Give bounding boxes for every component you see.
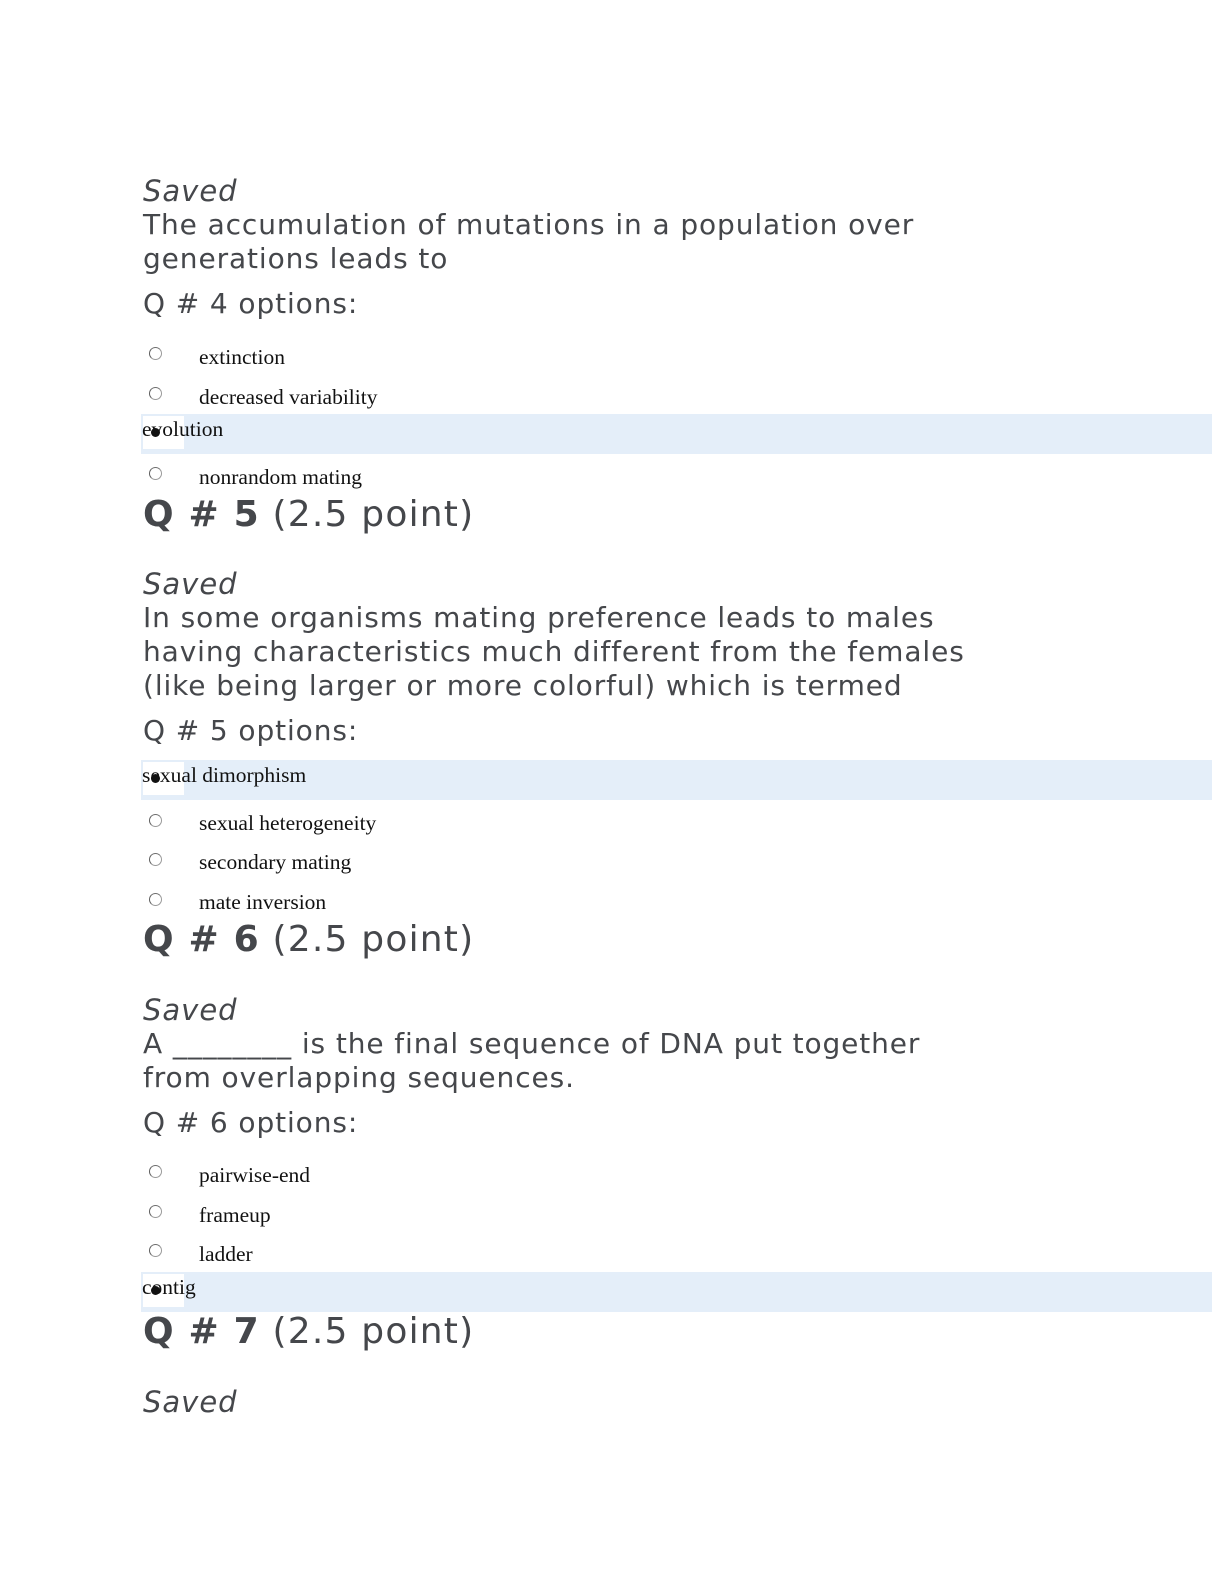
q5-header: [143, 494, 474, 536]
q4-option-2-label[interactable]: decreased variability: [199, 385, 378, 409]
q4-selected-option-row[interactable]: [141, 414, 1212, 454]
q5-options-label: Q # 5 options:: [143, 714, 359, 747]
q4-option-1-radio[interactable]: [149, 347, 162, 360]
q4-saved-status: Saved: [143, 174, 238, 208]
q6-points: (2.5 point): [272, 919, 475, 960]
q6-saved-status: Saved: [143, 993, 238, 1027]
q5-question-line-3: (like being larger or more colorful) which is termed: [143, 669, 903, 702]
q5-question-line-1: In some organisms mating preference leads to males: [143, 601, 935, 634]
q6-option-1-label[interactable]: pairwise-end: [199, 1163, 311, 1187]
q5-option-2-label[interactable]: sexual heterogeneity: [199, 811, 377, 835]
q4-options-label: Q # 4 options:: [143, 287, 359, 320]
q7-points: (2.5 point): [272, 1311, 475, 1352]
q6-option-2-label[interactable]: frameup: [199, 1203, 271, 1227]
q5-saved-status: Saved: [143, 567, 238, 601]
q5-option-4-label[interactable]: mate inversion: [199, 890, 327, 914]
q6-question-line-1: A ________ is the final sequence of DNA put together: [143, 1027, 921, 1060]
q6-question-line-2: from overlapping sequences.: [143, 1061, 575, 1094]
q7-saved-status: Saved: [143, 1385, 238, 1419]
q4-question-line-1: The accumulation of mutations in a population over: [143, 208, 915, 241]
q4-question-line-2: generations leads to: [143, 242, 449, 275]
q5-question-line-2: having characteristics much different from the females: [143, 635, 965, 668]
q6-option-3-radio[interactable]: [149, 1244, 162, 1257]
q5-option-2-radio[interactable]: [149, 814, 162, 827]
q6-option-3-label[interactable]: ladder: [199, 1242, 253, 1266]
q5-option-4-radio[interactable]: [149, 893, 162, 906]
q5-number: Q # 5: [143, 494, 260, 535]
q7-number: Q # 7: [143, 1311, 260, 1352]
q6-option-4-label[interactable]: contig: [142, 1275, 196, 1299]
q4-option-2-radio[interactable]: [149, 387, 162, 400]
q6-option-2-radio[interactable]: [149, 1205, 162, 1218]
q4-option-1-label[interactable]: extinction: [199, 345, 285, 369]
q6-selected-option-row[interactable]: [141, 1272, 1212, 1312]
q6-header: [143, 919, 474, 961]
q5-option-3-label[interactable]: secondary mating: [199, 850, 352, 874]
q6-options-label: Q # 6 options:: [143, 1106, 359, 1139]
q6-number: Q # 6: [143, 919, 260, 960]
q7-header: [143, 1311, 474, 1353]
q5-option-3-radio[interactable]: [149, 853, 162, 866]
q4-option-3-label[interactable]: evolution: [142, 417, 224, 441]
q5-points: (2.5 point): [272, 494, 475, 535]
q5-option-1-label[interactable]: sexual dimorphism: [142, 763, 307, 787]
q4-option-4-label[interactable]: nonrandom mating: [199, 465, 363, 489]
q4-option-4-radio[interactable]: [149, 467, 162, 480]
q6-option-1-radio[interactable]: [149, 1165, 162, 1178]
